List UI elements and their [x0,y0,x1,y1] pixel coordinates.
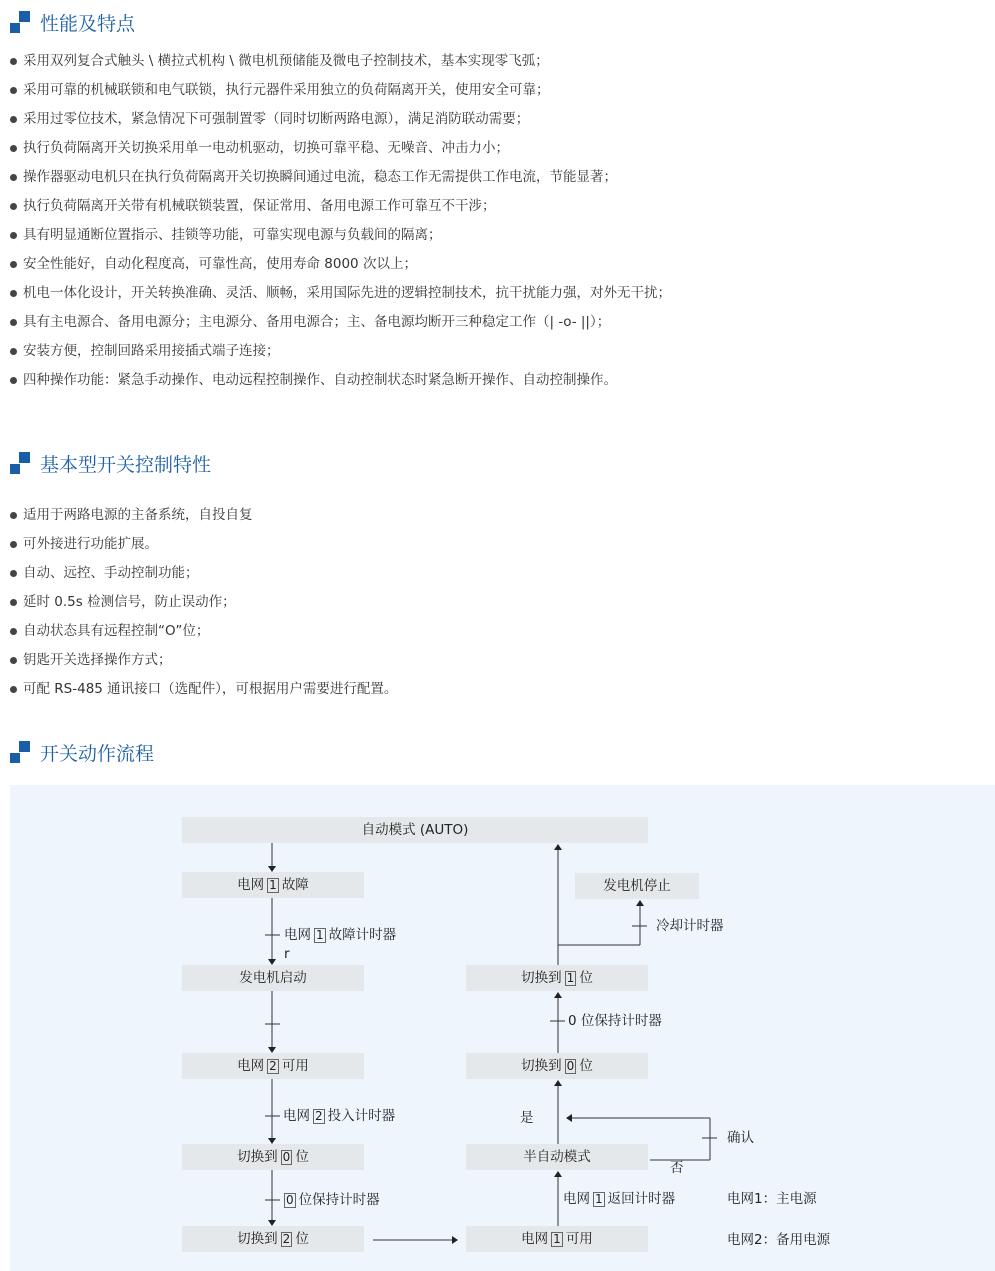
list-item-text: 具有明显通断位置指示、挂锁等功能，可靠实现电源与负载间的隔离； [23,227,442,243]
list-item [10,501,397,530]
list-item-text: 可配 RS-485 通讯接口（选配件），可根据用户需要进行配置。 [23,681,398,697]
list-item [10,105,671,134]
list-item-text: 执行负荷隔离开关带有机械联锁装置，保证常用、备用电源工作可靠互不干涉； [23,198,496,214]
bullet-icon [10,261,17,268]
bullet-icon [10,290,17,297]
list-item [10,588,397,617]
list-item [10,308,671,337]
box-auto-mode: 自动模式 (AUTO) [182,817,648,843]
list-item-text: 延时 0.5s 检测信号，防止误动作； [23,594,236,610]
label-text: 电网 [521,1231,549,1247]
label-text: 返回计时器 [607,1191,676,1207]
label-text: 位 [295,1231,309,1247]
list-item [10,47,671,76]
label-text: 电网 [237,1058,265,1074]
label-hold-0-timer-right: 0 位保持计时器 [568,1013,662,1029]
list-item-text: 具有主电源合、备用电源分；主电源分、备用电源合；主、备电源均断开三种稳定工作（| -o- ||）； [23,314,611,330]
label-text: 电网 [563,1191,590,1207]
heading-squares-icon [10,11,32,33]
list-item [10,163,671,192]
list-item-text: 适用于两路电源的主备系统，自投自复 [23,507,253,523]
grid-number-badge: 2 [315,1109,323,1123]
grid-number-badge: 1 [316,928,324,942]
features-list [10,47,671,395]
list-item-text: 安全性能好，自动化程度高，可靠性高，使用寿命 8000 次以上； [23,256,417,272]
bullet-icon [10,628,17,635]
bullet-icon [10,116,17,123]
list-item-text: 机电一体化设计，开关转换准确、灵活、顺畅，采用国际先进的逻辑控制技术，抗干扰能力强，对外无干扰； [23,285,671,301]
bullet-icon [10,599,17,606]
list-item [10,134,671,163]
basic-control-list [10,501,397,704]
list-item [10,76,671,105]
bullet-icon [10,174,17,181]
bullet-icon [10,686,17,693]
box-semi-auto-mode: 半自动模式 [466,1144,648,1170]
label-yes: 是 [520,1110,534,1126]
label-r: r [284,946,290,962]
label-text: 位 [579,1058,593,1074]
list-item-text: 执行负荷隔离开关切换采用单一电动机驱动，切换可靠平稳、无噪音、冲击力小； [23,140,509,156]
list-item-text: 采用可靠的机械联锁和电气联锁，执行元器件采用独立的负荷隔离开关，使用安全可靠； [23,82,550,98]
list-item [10,279,671,308]
list-item [10,530,397,559]
label-text: 切换到 [521,1058,562,1074]
box-grid1-fault [182,872,364,898]
legend-grid1: 电网1：主电源 [727,1191,817,1207]
label-text: 位 [579,970,593,986]
list-item [10,559,397,588]
bullet-icon [10,512,17,519]
bullet-icon [10,570,17,577]
list-item-text: 四种操作功能：紧急手动操作、电动远程控制操作、自动控制状态时紧急断开操作、自动控制操作。 [23,372,617,388]
list-item-text: 采用过零位技术，紧急情况下可强制置零（同时切断两路电源），满足消防联动需要； [23,111,530,127]
list-item [10,617,397,646]
label-text: 可用 [281,1058,309,1074]
label-text: 故障 [281,877,309,893]
list-item-text: 采用双列复合式触头 \ 横拉式机构 \ 微电机预储能及微电子控制技术，基本实现零飞弧； [23,53,549,69]
box-grid1-available [466,1226,648,1252]
box-switch-to-1 [466,965,648,991]
bullet-icon [10,319,17,326]
heading-basic-control [10,448,211,478]
box-generator-stop: 发电机停止 [575,873,699,899]
grid-number-badge: 1 [269,878,277,892]
list-item-text: 钥匙开关选择操作方式； [23,652,172,668]
list-item-text: 安装方便，控制回路采用接插式端子连接； [23,343,280,359]
list-item-text: 操作器驱动电机只在执行负荷隔离开关切换瞬间通过电流，稳态工作无需提供工作电流，节能显著； [23,169,617,185]
heading-title: 基本型开关控制特性 [40,453,212,476]
box-generator-start: 发电机启动 [182,965,364,991]
grid-number-badge: 2 [282,1232,291,1246]
label-text: 切换到 [237,1149,278,1165]
heading-squares-icon [10,741,32,763]
heading-features [10,7,135,37]
bullet-icon [10,145,17,152]
box-switch-to-0-left [182,1144,364,1170]
grid-number-badge: 0 [282,1150,291,1164]
legend-grid2: 电网2：备用电源 [727,1232,831,1248]
label-text: 位 [295,1149,309,1165]
box-switch-to-0-right [466,1053,648,1079]
list-item [10,337,671,366]
grid-number-badge: 1 [553,1232,561,1246]
bullet-icon [10,58,17,65]
label-no: 否 [670,1160,684,1176]
label-grid2-input-timer [283,1107,395,1125]
list-item [10,675,397,704]
bullet-icon [10,377,17,384]
grid-number-badge: 2 [269,1059,277,1073]
list-item [10,646,397,675]
list-item [10,192,671,221]
label-text: 可用 [565,1231,593,1247]
label-confirm: 确认 [727,1130,754,1146]
bullet-icon [10,232,17,239]
flow-connectors [10,785,995,1271]
heading-flow [10,737,154,767]
label-grid1-fault-timer [284,926,396,944]
label-text: 切换到 [237,1231,278,1247]
label-text: 电网 [284,927,311,943]
grid-number-badge: 0 [286,1193,294,1207]
box-switch-to-2 [182,1226,364,1252]
list-item [10,366,671,395]
bullet-icon [10,203,17,210]
grid-number-badge: 1 [566,971,575,985]
label-text: 位保持计时器 [298,1192,380,1208]
heading-title: 性能及特点 [40,12,136,35]
label-cooling-timer: 冷却计时器 [656,918,724,934]
label-grid1-return-timer [563,1190,675,1208]
grid-number-badge: 0 [566,1059,575,1073]
bullet-icon [10,348,17,355]
flow-diagram [10,785,995,1271]
bullet-icon [10,87,17,94]
list-item [10,250,671,279]
list-item-text: 自动状态具有远程控制“O”位； [23,623,210,639]
label-text: 投入计时器 [327,1108,396,1124]
box-grid2-available [182,1053,364,1079]
list-item-text: 自动、远控、手动控制功能； [23,565,199,581]
label-hold-0-timer-left [281,1191,380,1209]
heading-title: 开关动作流程 [40,742,155,765]
heading-squares-icon [10,452,32,474]
grid-number-badge: 1 [595,1192,603,1206]
list-item [10,221,671,250]
bullet-icon [10,541,17,548]
label-text: 电网 [237,877,265,893]
label-text: 电网 [283,1108,310,1124]
bullet-icon [10,657,17,664]
label-text: 切换到 [521,970,562,986]
label-text: 故障计时器 [328,927,397,943]
list-item-text: 可外接进行功能扩展。 [23,536,158,552]
